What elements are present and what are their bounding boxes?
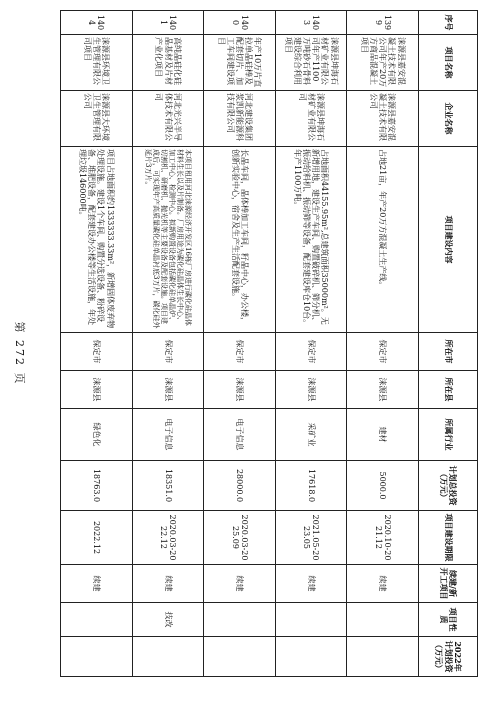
cell-investment: 18351.0 [132,461,204,511]
cell-industry: 绿色化 [61,409,133,461]
cell-city: 保定市 [132,333,204,371]
cell-invest2022 [275,637,347,677]
cell-invest2022 [204,637,276,677]
cell-project-name: 涞源县环境卫生管理有限公司项目 [61,35,133,91]
cell-nature [347,603,419,637]
cell-period: 2020.03-2022.12 [132,511,204,565]
cell-investment: 28000.0 [204,461,276,511]
header-period: 项目建设期限 [419,511,478,565]
cell-start: 续建 [132,565,204,603]
header-company: 企业名称 [419,91,478,147]
cell-nature [275,603,347,637]
cell-seq: 1404 [61,11,133,35]
cell-content: 占地21亩，年产20万方混凝土生产线。 [347,147,419,333]
cell-invest2022 [61,637,133,677]
cell-county: 涞源县 [61,371,133,409]
cell-content: 占地面积44155.95m²,总建筑面积35000m²。无新增用地，建设生产车间、购置破碎机、筛分机、振动给料机、振动筛等设备，配套建设库仓10台。年产1100万吨。 [275,147,347,333]
header-content: 项目建设内容 [419,147,478,333]
cell-invest2022 [132,637,204,677]
cell-project-name: 涞源县嘉安混凝土技术有限公司年产20万方商品混凝土项目 [347,35,419,91]
cell-period: 2022.12 [61,511,133,565]
cell-company: 河北光兴半导体技术有限公司 [132,91,204,147]
cell-industry: 建材 [347,409,419,461]
cell-city: 保定市 [61,333,133,371]
cell-period: 2020.03-2025.09 [204,511,276,565]
header-county: 所在县 [419,371,478,409]
cell-company: 涞源县嘉安混凝土技术有限公司 [347,91,419,147]
cell-start: 续建 [347,565,419,603]
table-header-row [419,11,478,677]
cell-content: 长晶车间，晶体棒加工车间，籽晶中心，办公楼，创新实验中心，宿舍及生产生活配套设施。 [204,147,276,333]
header-city: 所在市 [419,333,478,371]
table-row [347,11,419,677]
header-industry: 所属行业 [419,409,478,461]
cell-county: 涞源县 [347,371,419,409]
header-project-name: 项目名称 [419,35,478,91]
project-table [60,10,478,677]
cell-investment: 18763.0 [61,461,133,511]
cell-county: 涞源县 [275,371,347,409]
cell-city: 保定市 [347,333,419,371]
cell-start: 续建 [275,565,347,603]
cell-nature [204,603,276,637]
cell-seq: 1400 [204,11,276,35]
cell-seq: 1401 [132,11,204,35]
cell-project-name: 涞源县坤海石材矿业有限公司年产1100万吨砂石骨料建设综合利用项目 [275,35,347,91]
cell-start: 续建 [204,565,276,603]
table-row [61,11,133,677]
header-nature: 项目性质 [419,603,478,637]
cell-city: 保定市 [275,333,347,371]
cell-period: 2021.05-2023.05 [275,511,347,565]
cell-nature: 技改 [132,603,204,637]
cell-company: 涞源县大环境卫生管理有限公司 [61,91,133,147]
cell-industry: 电子信息 [132,409,204,461]
header-start: 续建/新开工项目 [419,565,478,603]
cell-industry: 电子信息 [204,409,276,461]
cell-county: 涞源县 [132,371,204,409]
cell-seq: 1403 [275,11,347,35]
header-investment: 计划总投资（万元） [419,461,478,511]
cell-project-name: 年产10万片直拉单晶硅棒及配套切片、加工车间建设项目 [204,35,276,91]
cell-content: 项目占地面积约1333333.33m²，新增固体废弃物处理设施。建设1个车间、购置分选设备、粉碎设备、堆肥设备，配套建设办公楼等生活设施，年处理垃圾146000吨。 [61,147,133,333]
cell-county: 涞源县 [204,371,276,409]
cell-city: 保定市 [204,333,276,371]
cell-industry: 采矿业 [275,409,347,461]
cell-company: 涞源县坤海石材矿业有限公司 [275,91,347,147]
header-invest2022: 2022年计划投资（万元） [419,637,478,677]
table-row [275,11,347,677]
table-row [204,11,276,677]
header-seq: 序号 [419,11,478,35]
cell-content: 本项目租用河北涞源经济开发区16栋厂房进行碳化硅晶体材料生长以及片制备。厂房用途为碳化硅晶体生长中心、加工中心、检测中心。拟新购置设备包括碳化硅单晶炉、切割机、研磨机、抛光机等主要设备及配套设施。项目建成后，可实现年产高质量碳化硅单晶衬底3万片，碳化硅外延片3万片。 [132,147,204,333]
cell-investment: 17618.0 [275,461,347,511]
cell-invest2022 [347,637,419,677]
cell-start: 续建 [61,565,133,603]
cell-investment: 5000.0 [347,461,419,511]
cell-seq: 1399 [347,11,419,35]
table-row [132,11,204,677]
page-number: 第 272 页 [13,321,26,386]
cell-company: 河北建设集团浆凯新能源科技有限公司 [204,91,276,147]
cell-nature [61,603,133,637]
cell-project-name: 高纯晶硅化硅晶基材及片材产业化项目 [132,35,204,91]
cell-period: 2020.10-2021.12 [347,511,419,565]
